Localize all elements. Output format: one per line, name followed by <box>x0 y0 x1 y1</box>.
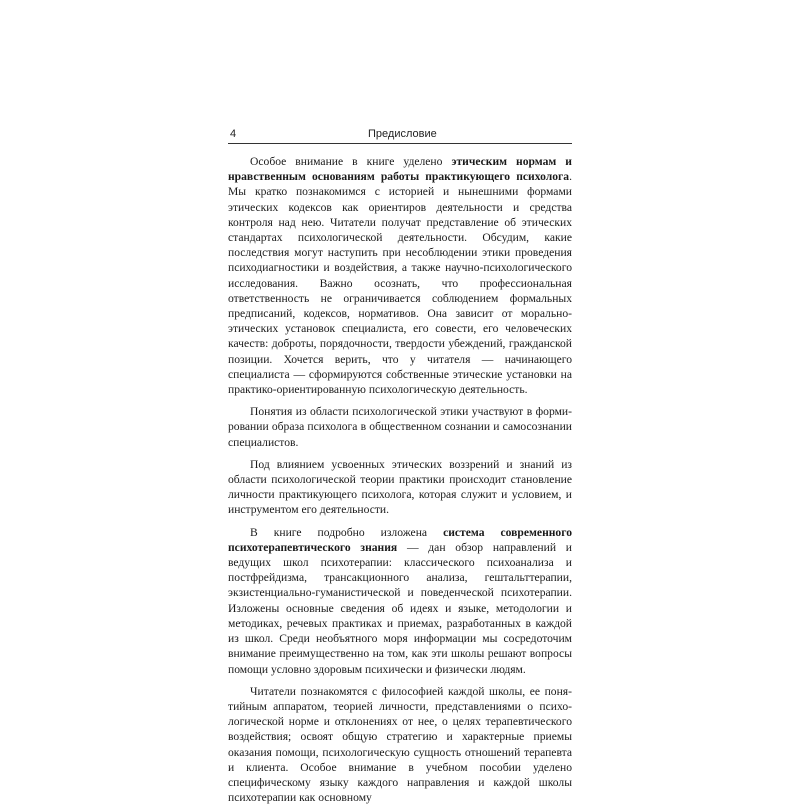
text-run: Под влиянием усвоенных этических воззрений и знаний из области психологической теории практики происходит становление личности практикующего психолога, которая служит и условием, и инструментом его деятельности. <box>228 457 572 517</box>
text-run: В книге подробно изложена <box>250 525 444 539</box>
page-number: 4 <box>230 128 237 140</box>
book-page <box>228 124 573 805</box>
bold-text-run: этическим нормам и нравственным основаниям работы практикующего психолога <box>228 155 572 184</box>
paragraph-personality-formation <box>228 457 572 518</box>
text-run: Читатели познакомятся с философией каждой школы, ее понятийным аппаратом, теорией личности, представлениями о психологической норме и отклонениях от нее, о целях терапевтического воздействия; освоят общую стратегию и характерные приемы оказания помощи, психологическую сущность отношений терапевта и клиента. Особое внимание в учебном пособии уделено специфическому языку каждого направления и каждой школы психотерапии как основному <box>228 684 572 805</box>
bold-text-run: система современного психотерапевтического знания <box>228 525 573 554</box>
text-run: Особое внимание в книге уделено <box>250 155 452 168</box>
text-run: — дан обзор направлений и ведущих школ психотерапии: классического психоанализа и постфрейдизма, трансакционного анализа, гештальттерапии, экзистенциально-гуманистической и поведенческой психотерапии. Изложены основные сведения об идеях и языке, методологии и методиках, речевых практиках и приемах, разработанных в каждой из школ. Среди необъятного моря информации мы сосредоточим внимание преимущественно на том, как эти школы решают вопросы помощи условно здоровым психически и физически людям. <box>228 540 572 676</box>
body-text <box>228 154 572 812</box>
running-head <box>228 128 572 144</box>
running-title: Предисловие <box>368 128 437 140</box>
paragraph-psychotherapy-system <box>228 525 572 677</box>
paragraph-ethics-concepts <box>228 404 572 450</box>
text-run: . Мы кратко познакомимся с историей и нынешними формами этических кодексов как ориентиров деятельности и средства контроля над нею. Читатели получат представление об этических стандартах психологической деятельности. Обсудим, какие последствия могут наступить при несоблюдении этики проведения психодиагностики и воздействия, а также научно-психологического исследования. Важно осознать, что профессиональная ответственность не ограничивается соблюдением формальных предписаний, кодексов, нормативов. Она зависит от морально-этических установок специалиста, его совести, его человеческих качеств: доброты, порядочности, твердости убеждений, гражданской позиции. Хочется верить, что у читателя — начинающего специалиста — сформируются собственные этические установки на практико-ориентированную психологическую деятельность. <box>228 170 572 397</box>
paragraph-ethics <box>228 154 572 397</box>
header-rule <box>228 143 572 144</box>
paragraph-schools-philosophy <box>228 684 572 806</box>
text-run: Понятия из области психологической этики участвуют в формировании образа психолога в общественном сознании и самосознании специалистов. <box>228 405 572 449</box>
